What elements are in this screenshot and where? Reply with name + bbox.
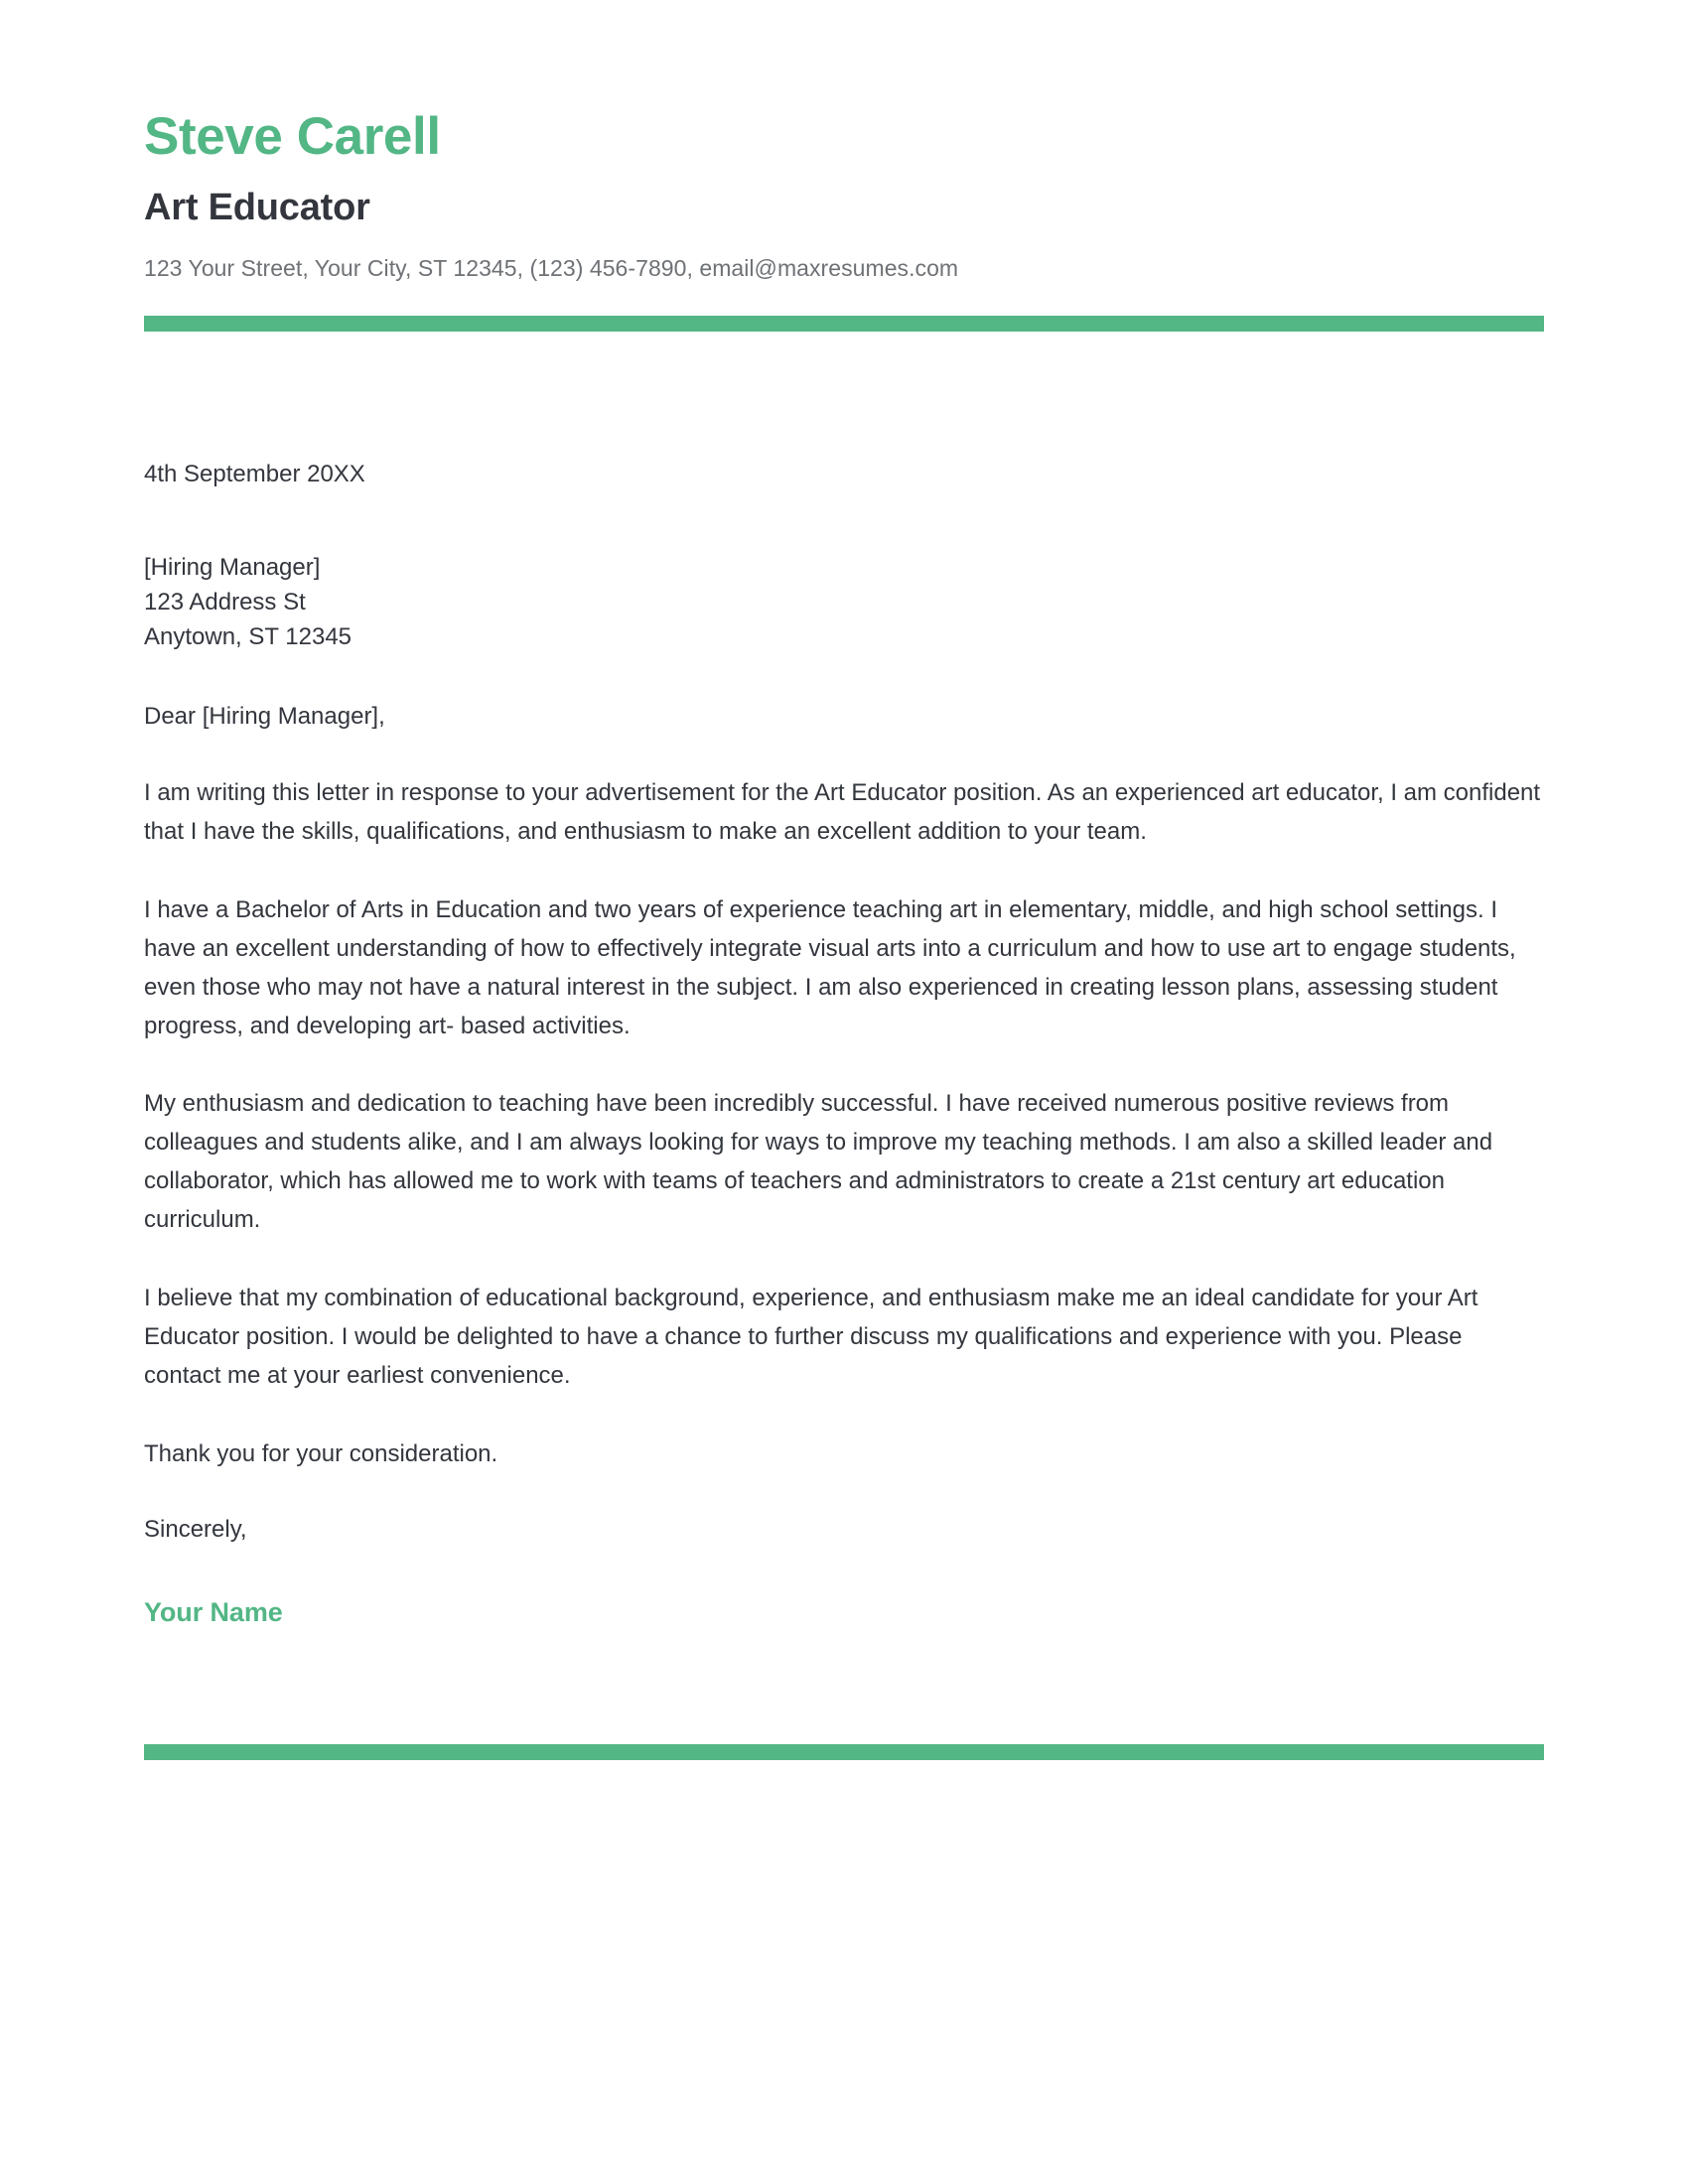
body-paragraph: I believe that my combination of educational background, experience, and enthusiasm make me an ideal candidate for your Art Educator position. I would be delighted to have a chance to further discuss my qualifications and experience with you. Please contact me at your earliest convenience.: [144, 1284, 1478, 1389]
header-accent-rule: [144, 316, 1544, 332]
letter-header: [144, 0, 1544, 332]
job-title: Art Educator: [144, 186, 370, 228]
sign-off-line: Sincerely,: [144, 1516, 247, 1544]
body-paragraph: I have a Bachelor of Arts in Education and two years of experience teaching art in elementary, middle, and high school settings. I have an excellent understanding of how to effectively integrate visual arts into a curriculum and how to use art to engage students, even those who may not have a natural interest in the subject. I am also experienced in creating lesson plans, assessing student progress, and developing art- based activities.: [144, 895, 1516, 1039]
recipient-line: 123 Address St: [144, 589, 306, 616]
signature-name: Your Name: [144, 1597, 283, 1628]
letter-content-column: [144, 0, 1544, 1760]
letter-body: [144, 332, 1544, 1760]
salutation: Dear [Hiring Manager],: [144, 703, 385, 731]
recipient-line: [Hiring Manager]: [144, 554, 321, 582]
recipient-line: Anytown, ST 12345: [144, 623, 352, 651]
footer-accent-rule: [144, 1744, 1544, 1760]
candidate-name: Steve Carell: [144, 107, 441, 166]
recipient-address-block: [144, 550, 1544, 654]
thank-you-line: Thank you for your consideration.: [144, 1439, 498, 1467]
body-paragraph: My enthusiasm and dedication to teaching have been incredibly successful. I have received numerous positive reviews from colleagues and students alike, and I am always looking for ways to improve my teaching methods. I am also a skilled leader and collaborator, which has allowed me to work with teams of teachers and administrators to create a 21st century art education curriculum.: [144, 1090, 1493, 1234]
contact-info-line: 123 Your Street, Your City, ST 12345, (123) 456-7890, email@maxresumes.com: [144, 255, 959, 282]
letter-date: 4th September 20XX: [144, 461, 365, 488]
body-paragraph: I am writing this letter in response to your advertisement for the Art Educator position. As an experienced art educator, I am confident that I have the skills, qualifications, and enthusiasm to make an excellent addition to your team.: [144, 779, 1541, 846]
